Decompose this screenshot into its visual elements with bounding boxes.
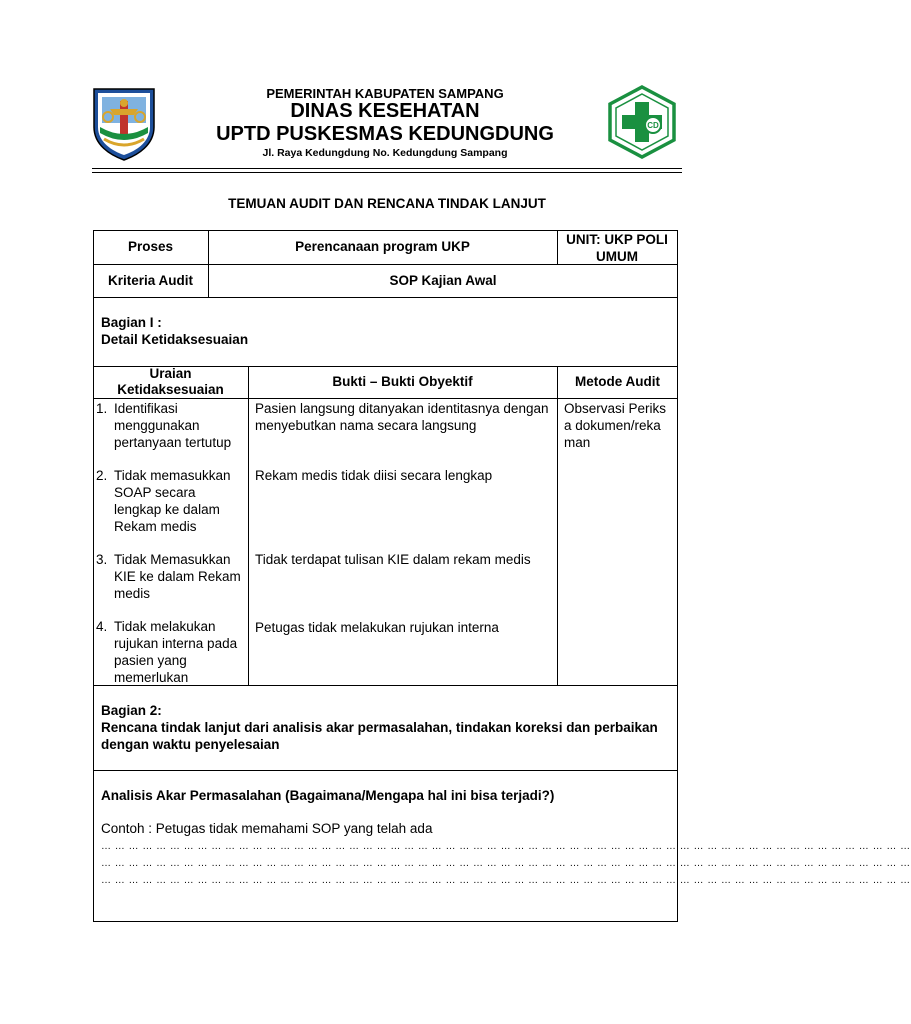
- evidence-3: Tidak terdapat tulisan KIE dalam rekam medis: [255, 552, 531, 567]
- bagian2-bottom: [93, 770, 678, 771]
- list-item: 1. Identifikasi menggunakan pertanyaan tertutup: [96, 401, 232, 450]
- header-rule-thin: [92, 172, 682, 173]
- unit-label: UNIT: UKP POLI UMUM: [566, 232, 668, 264]
- evidence-4: Petugas tidak melakukan rujukan interna: [255, 620, 499, 635]
- bagian2-title: Bagian 2:: [101, 703, 162, 718]
- col-header-metode: Metode Audit: [575, 374, 660, 389]
- document-title: TEMUAN AUDIT DAN RENCANA TINDAK LANJUT: [228, 196, 546, 211]
- list-item: 2. Tidak memasukkan SOAP secara lengkap ke dalam Rekam medis: [96, 468, 231, 534]
- header-agency: DINAS KESEHATAN: [290, 100, 480, 122]
- bagian1-subtitle: Detail Ketidaksesuaian: [101, 332, 249, 347]
- dotted-fill-line-3: … … … … … … … … … … … … … … … … … … … … … … … … … … … … … … … … … … … … … … … … … … … … … … … … … … … … … … … … … … …: [101, 875, 911, 886]
- col-header-uraian: Uraian Ketidaksesuaian: [117, 366, 224, 397]
- criteria-value: SOP Kajian Awal: [389, 273, 497, 288]
- kabupaten-sampang-seal: [86, 83, 162, 163]
- dotted-fill-line-1: … … … … … … … … … … … … … … … … … … … … … … … … … … … … … … … … … … … … … … … … … … … … … … … … … … … … … … … … … … …: [101, 841, 911, 852]
- row2-bottom: [93, 297, 678, 298]
- col-header-bukti: Bukti – Bukti Obyektif: [332, 374, 473, 389]
- bagian1-title: Bagian I :: [101, 315, 162, 330]
- inner-divider-b: [557, 366, 558, 686]
- inner-table-bottom: [93, 685, 678, 686]
- dotted-fill-line-2: … … … … … … … … … … … … … … … … … … … … … … … … … … … … … … … … … … … … … … … … … … … … … … … … … … … … … … … … … … …: [101, 858, 911, 869]
- header-government: PEMERINTAH KABUPATEN SAMPANG: [266, 86, 504, 101]
- criteria-label: Kriteria Audit: [107, 273, 193, 288]
- inner-header-bottom: [93, 398, 678, 399]
- evidence-2: Rekam medis tidak diisi secara lengkap: [255, 468, 493, 483]
- header-address: Jl. Raya Kedungdung No. Kedungdung Sampang: [262, 147, 508, 159]
- row1-divider-b: [557, 230, 558, 265]
- process-value: Perencanaan program UKP: [295, 239, 470, 254]
- header-institution: UPTD PUSKESMAS KEDUNGDUNG: [216, 123, 554, 145]
- analysis-example: Contoh : Petugas tidak memahami SOP yang telah ada: [101, 821, 433, 836]
- inner-divider-a: [248, 366, 249, 686]
- header-rule-thick: [92, 168, 682, 169]
- evidence-1: Pasien langsung ditanyakan identitasnya dengan menyebutkan nama secara langsung: [255, 401, 549, 433]
- list-item: 4. Tidak melakukan rujukan interna pada pasien yang memerlukan: [96, 619, 238, 685]
- svg-text:CD: CD: [647, 121, 659, 130]
- analysis-heading: Analisis Akar Permasalahan (Bagaimana/Mengapa hal ini bisa terjadi?): [101, 788, 555, 803]
- audit-method: Observasi Periksa dokumen/rekaman: [564, 401, 667, 450]
- puskesmas-logo: [605, 85, 679, 159]
- nonconformity-list: [96, 400, 242, 686]
- process-label: Proses: [127, 239, 174, 254]
- bagian2-text: Rencana tindak lanjut dari analisis akar permasalahan, tindakan koreksi dan perbaikan dengan waktu penyelesaian: [101, 720, 658, 752]
- list-item: 3. Tidak Memasukkan KIE ke dalam Rekam medis: [96, 552, 241, 601]
